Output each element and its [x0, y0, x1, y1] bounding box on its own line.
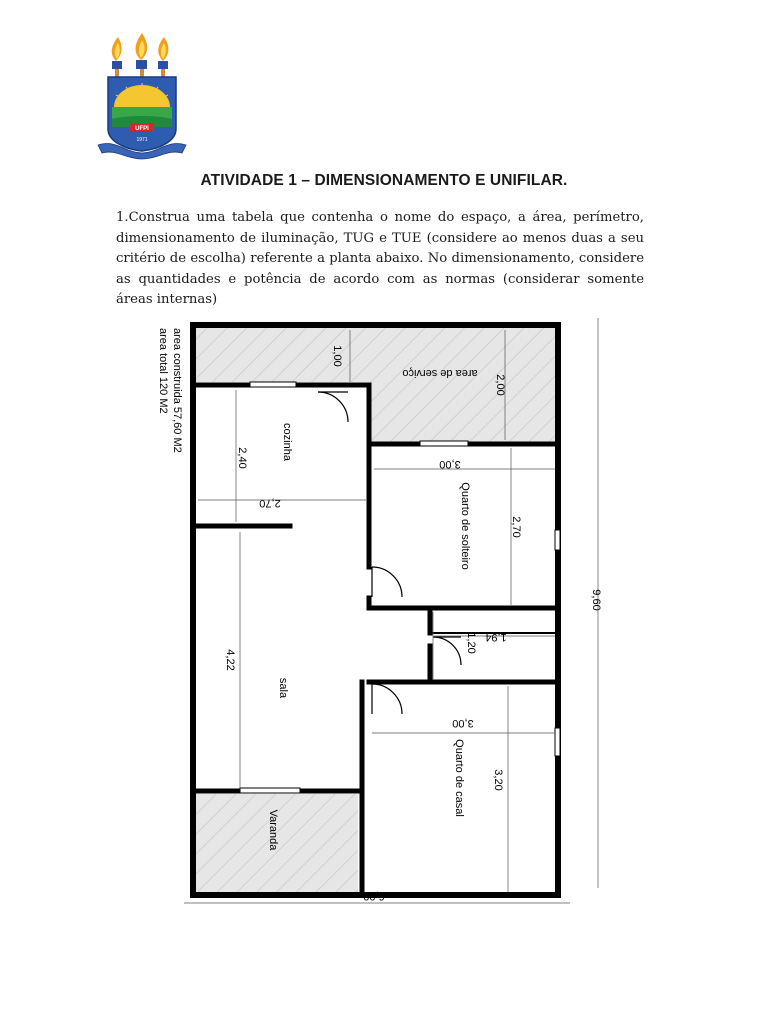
dim-label-2-00: 2,00: [494, 374, 506, 396]
area-constructed-label: area construida 57,60 M2: [171, 328, 183, 453]
dim-label-1-94: 1,94: [485, 631, 507, 643]
room-label-cozinha: cozinha: [281, 423, 293, 461]
dim-label-9-60: 9,60: [590, 589, 602, 611]
page-title: ATIVIDADE 1 – DIMENSIONAMENTO E UNIFILAR.: [200, 172, 568, 189]
question-paragraph: [116, 208, 644, 311]
room-label-varanda: Varanda: [267, 809, 279, 851]
dim-label-3-00-bottom: 3,00: [452, 717, 474, 729]
question-text: Construa uma tabela que contenha o nome do espaço, a área, perímetro, dimensionamento de iluminação, TUG e TUE (considere ao menos duas a seu critério de escolha) referente a planta abaixo. No dimensionamento, considere as quantidades e potência de acordo com as normas (considerar somente áreas internas): [116, 210, 644, 307]
room-label-sala: sala: [277, 677, 289, 699]
room-label-quarto-casal: Quarto de casal: [453, 739, 465, 817]
dim-label-1-20: 1,20: [465, 632, 477, 654]
logo-text: UFPI: [135, 126, 149, 132]
dim-label-4-22: 4,22: [224, 649, 236, 671]
area-total-label: area total 120 M2: [157, 328, 169, 414]
torch-flames-icon: [112, 33, 169, 79]
logo-year: 1971: [136, 137, 148, 143]
dim-label-6-00: 6,00: [363, 890, 385, 902]
dim-label-2-40: 2,40: [236, 447, 248, 469]
question-number: 1.: [116, 210, 129, 225]
dim-label-2-70-v: 2,70: [510, 516, 522, 538]
dim-label-3-00-top: 3,00: [439, 458, 461, 470]
university-logo: [96, 33, 188, 161]
room-label-servico: area de serviço: [402, 367, 478, 379]
room-label-quarto-solteiro: Quarto de solteiro: [459, 482, 471, 570]
floor-plan: [0, 300, 768, 940]
dim-label-3-20: 3,20: [492, 769, 504, 791]
dim-label-1-00: 1,00: [331, 345, 343, 367]
dim-label-2-70-h: 2,70: [259, 497, 281, 509]
